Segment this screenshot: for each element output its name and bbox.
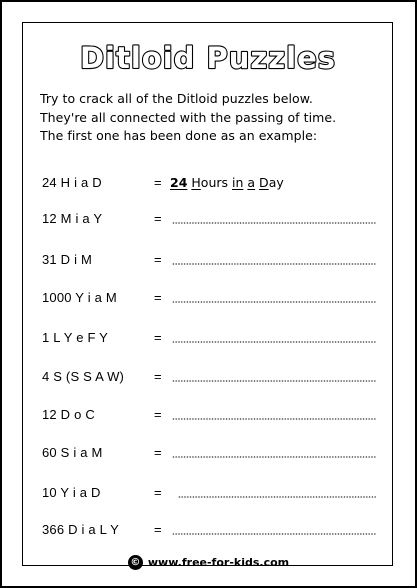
copyright-icon: © <box>128 555 143 570</box>
equals-sign: = <box>154 252 162 267</box>
answer-line[interactable] <box>172 456 376 458</box>
answer-part: D <box>259 175 269 190</box>
answer-part: in <box>232 175 244 190</box>
answer-part: H <box>191 175 201 190</box>
answer-line[interactable] <box>172 418 376 420</box>
equals-sign: = <box>154 445 162 460</box>
title-banner <box>0 32 417 82</box>
page-title: Ditloid Puzzles <box>79 41 337 75</box>
puzzle-clue: 24 H i a D <box>42 175 102 190</box>
answer-part: ours <box>200 175 232 190</box>
equals-sign: = <box>154 407 162 422</box>
puzzle-clue: 12 M i a Y <box>42 211 103 226</box>
footer <box>0 552 417 572</box>
equals-sign: = <box>154 290 162 305</box>
puzzle-row <box>0 328 417 348</box>
equals-sign: = <box>154 369 162 384</box>
answer-line[interactable] <box>172 263 376 265</box>
puzzle-clue: 60 S i a M <box>42 445 103 460</box>
puzzle-clue: 1000 Y i a M <box>42 290 117 305</box>
equals-sign: = <box>154 211 162 226</box>
answer-part: 24 <box>170 175 188 190</box>
puzzle-row <box>0 483 417 503</box>
title-svg <box>0 32 417 82</box>
example-answer <box>170 173 284 193</box>
instruction-line: The first one has been done as an example: <box>40 128 318 143</box>
puzzle-clue: 31 D i M <box>42 252 93 267</box>
answer-line[interactable] <box>172 301 376 303</box>
puzzle-row <box>0 367 417 387</box>
website-link[interactable]: www.free-for-kids.com <box>147 555 290 569</box>
instruction-line: They're all connected with the passing of time. <box>40 109 337 125</box>
puzzle-row <box>0 443 417 463</box>
answer-line[interactable] <box>172 533 376 535</box>
answer-part: a <box>247 175 256 190</box>
puzzle-row <box>0 405 417 425</box>
puzzle-clue: 12 D o C <box>42 407 95 422</box>
puzzle-row <box>0 209 417 229</box>
answer-part: ay <box>268 175 284 190</box>
answer-line[interactable] <box>172 222 376 224</box>
equals-sign: = <box>154 330 162 345</box>
example-row <box>0 173 417 193</box>
equals-sign: = <box>154 175 162 190</box>
answer-line[interactable] <box>172 380 376 382</box>
puzzle-clue: 4 S (S S A W) <box>42 369 125 384</box>
puzzle-row <box>0 250 417 270</box>
equals-sign: = <box>154 485 162 500</box>
puzzle-clue: 366 D i a L Y <box>42 522 120 537</box>
answer-line[interactable] <box>172 341 376 343</box>
puzzle-row <box>0 520 417 540</box>
puzzle-clue: 1 L Y e F Y <box>42 330 109 345</box>
instruction-line: Try to crack all of the Ditloid puzzles below. <box>40 91 313 106</box>
instructions <box>40 90 385 146</box>
puzzle-clue: 10 Y i a D <box>42 485 101 500</box>
answer-line[interactable] <box>178 496 376 498</box>
puzzle-row <box>0 288 417 308</box>
equals-sign: = <box>154 522 162 537</box>
